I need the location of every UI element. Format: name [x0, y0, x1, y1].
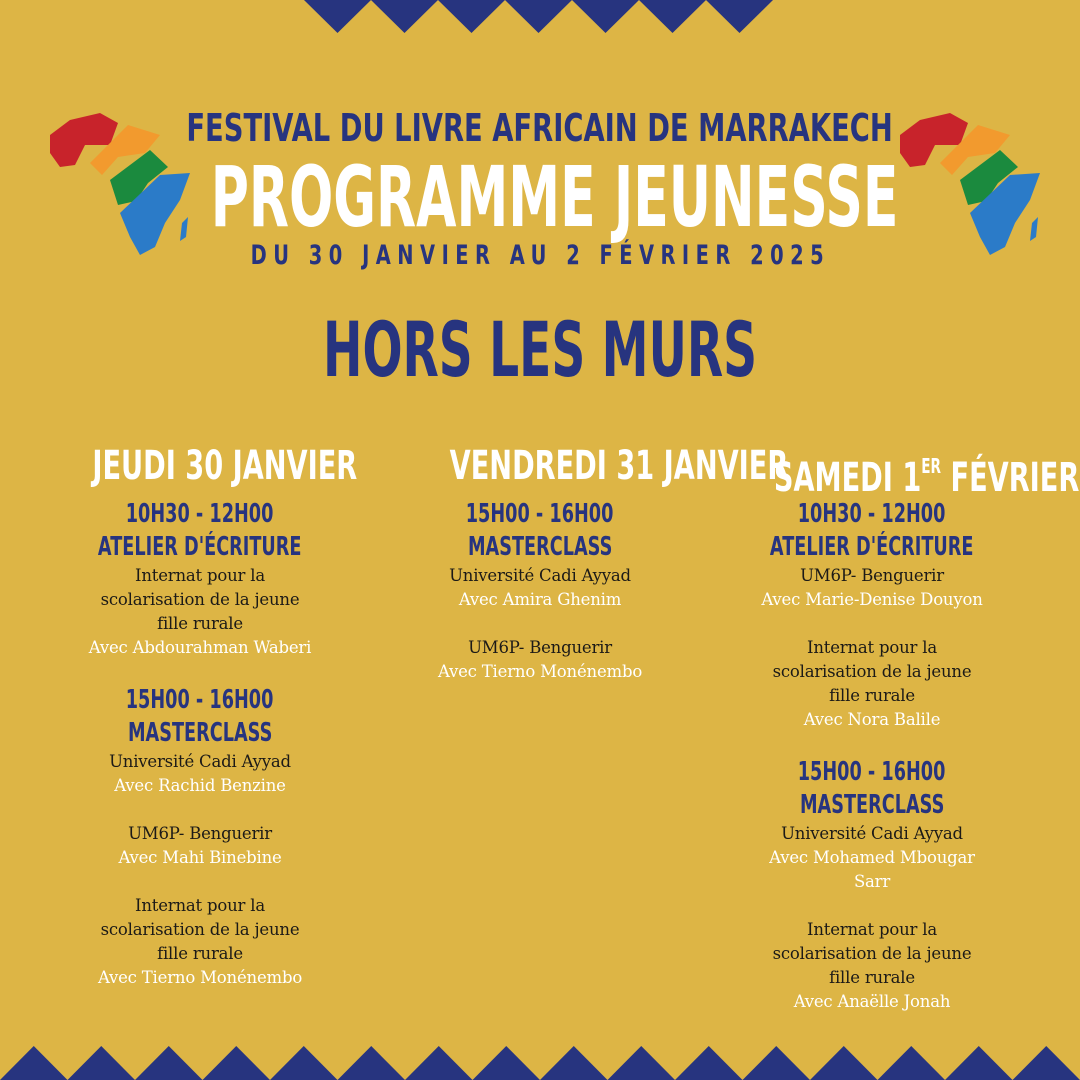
festival-name: FESTIVAL DU LIVRE AFRICAIN DE MARRAKECH: [186, 106, 894, 150]
program-title-line: [0, 148, 1080, 246]
session-time: 10H30 - 12H00: [126, 499, 274, 529]
session-time: 10H30 - 12H00: [798, 499, 946, 529]
session-type: MASTERCLASS: [127, 718, 273, 748]
venue: Internat pour la scolarisation de la jeune fille rurale: [100, 896, 300, 963]
venue: Université Cadi Ayyad: [781, 824, 963, 843]
session-time: 15H00 - 16H00: [466, 499, 614, 529]
section-title-line: [0, 305, 1080, 394]
day-heading: VENDREDI 31 JANVIER: [449, 443, 789, 489]
day-heading: SAMEDI 1ER FÉVRIER: [773, 454, 1080, 501]
session-type: ATELIER D'ÉCRITURE: [98, 532, 302, 562]
venue: UM6P- Benguerir: [128, 824, 272, 843]
section-title: HORS LES MURS: [322, 305, 758, 394]
guest: Avec Anaëlle Jonah: [793, 992, 951, 1011]
day-column-thursday: [30, 440, 370, 990]
guest: Avec Mohamed Mbougar: [769, 848, 975, 867]
venue: Internat pour la scolarisation de la jeune fille rurale: [772, 638, 972, 705]
dates-line: [0, 240, 1080, 271]
day-column-friday: [370, 440, 789, 684]
guest-continued: Sarr: [853, 872, 891, 891]
guest: Avec Amira Ghenim: [458, 590, 622, 609]
day-column-saturday: [702, 440, 1080, 1014]
top-triangle-border: [0, 0, 1080, 40]
guest: Avec Tierno Monénembo: [97, 968, 303, 987]
session-type: MASTERCLASS: [467, 532, 613, 562]
session-time: 15H00 - 16H00: [126, 685, 274, 715]
guest: Avec Abdourahman Waberi: [88, 638, 312, 657]
guest: Avec Nora Balile: [803, 710, 941, 729]
day-heading: JEUDI 30 JANVIER: [92, 443, 358, 489]
venue: Université Cadi Ayyad: [109, 752, 291, 771]
guest: Avec Mahi Binebine: [118, 848, 282, 867]
bottom-triangle-border: [0, 1046, 1080, 1080]
venue: UM6P- Benguerir: [468, 638, 612, 657]
venue: Internat pour la scolarisation de la jeune fille rurale: [100, 566, 300, 633]
festival-name-line: [0, 106, 1080, 150]
guest: Avec Tierno Monénembo: [437, 662, 643, 681]
venue: Université Cadi Ayyad: [449, 566, 631, 585]
program-title: PROGRAMME JEUNESSE: [210, 148, 899, 246]
guest: Avec Marie-Denise Douyon: [761, 590, 983, 609]
venue: UM6P- Benguerir: [800, 566, 944, 585]
guest: Avec Rachid Benzine: [114, 776, 286, 795]
session-type: MASTERCLASS: [799, 790, 945, 820]
session-time: 15H00 - 16H00: [798, 757, 946, 787]
festival-dates: DU 30 JANVIER AU 2 FÉVRIER 2025: [250, 240, 830, 271]
venue: Internat pour la scolarisation de la jeune fille rurale: [772, 920, 972, 987]
session-type: ATELIER D'ÉCRITURE: [770, 532, 974, 562]
